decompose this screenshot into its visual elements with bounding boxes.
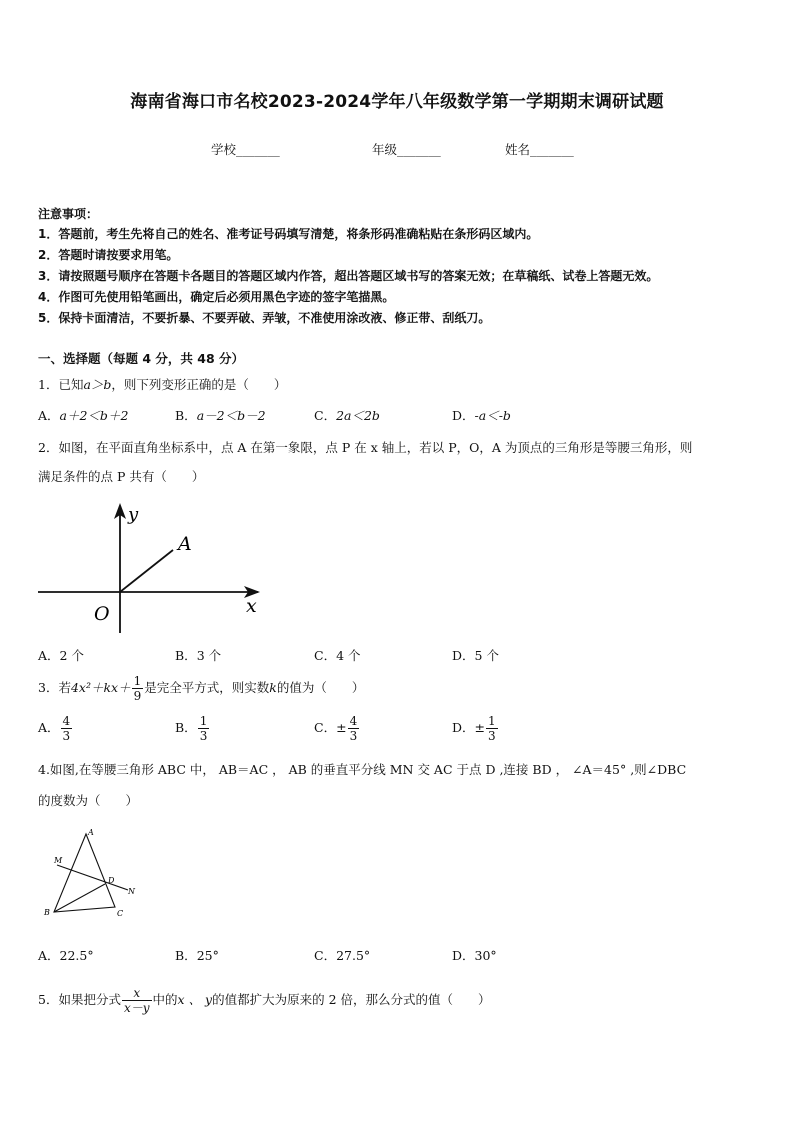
q1-option-b-label: B． — [175, 408, 197, 423]
q2-option-d-text: 5 个 — [474, 648, 499, 663]
q2-option-a-label: A． — [38, 648, 60, 663]
q3-stem-mid: 是完全平方式，则实数 — [144, 680, 270, 695]
q3-option-d-den: 3 — [488, 729, 496, 743]
q4-segment-bd — [54, 884, 105, 912]
q3-option-b-num: 1 — [199, 714, 208, 728]
q2-option-a-text: 2 个 — [59, 648, 84, 663]
q2-segment-oa — [120, 550, 173, 592]
q5-stem-pre: 5．如果把分式 — [38, 992, 121, 1007]
q2-option-b-label: B． — [175, 648, 197, 663]
q2-label-y: y — [128, 504, 139, 525]
q4-option-c-label: C． — [314, 948, 337, 963]
q4-label-m: M — [54, 856, 63, 865]
question-2-stem-line1: 2．如图，在平面直角坐标系中，点 A 在第一象限，点 P 在 x 轴上，若以 P，O，A 为顶点的三角形是等腰三角形，则 — [38, 440, 693, 455]
q2-option-c — [314, 646, 361, 664]
q1-option-d-expr: -a＜-b — [474, 408, 511, 423]
question-3-stem — [38, 672, 364, 704]
q3-option-b-den: 3 — [199, 729, 208, 743]
q1-option-d — [452, 406, 511, 424]
notice-item-1: 1．答题前，考生先将自己的姓名、准考证号码填写清楚，将条形码准确粘贴在条形码区域内。 — [38, 227, 539, 241]
q4-option-b-label: B． — [175, 948, 197, 963]
q3-frac-num: 1 — [133, 674, 142, 688]
q3-stem-expr: 4x²＋kx＋ — [70, 680, 131, 695]
q3-option-a-den: 3 — [62, 729, 71, 743]
grade-field: 年级_______ — [372, 142, 441, 157]
q3-stem-pre: 3．若 — [38, 680, 71, 695]
q2-option-b-text: 3 个 — [196, 648, 222, 663]
q4-triangle-figure — [38, 826, 138, 921]
notice-item-5: 5．保持卡面清洁，不要折暴、不要弄破、弄皱，不准使用涂改液、修正带、刮纸刀。 — [38, 311, 491, 325]
q3-option-c-fraction — [348, 714, 360, 743]
q3-option-d-num: 1 — [488, 714, 496, 728]
q3-option-d-fraction — [486, 714, 498, 743]
q5-stem-vars: x 、 y — [177, 992, 213, 1007]
q4-option-d-text: 30° — [474, 948, 497, 963]
q1-option-c-expr: 2a＜2b — [336, 408, 380, 423]
q5-stem-mid: 中的 — [152, 992, 178, 1007]
school-field: 学校_______ — [211, 142, 280, 157]
notice-item-4: 4．作图可先使用铅笔画出，确定后必须用黑色字迹的签字笔描黑。 — [38, 290, 395, 304]
q3-option-a-label: A． — [38, 720, 60, 735]
name-field: 姓名_______ — [505, 142, 574, 157]
q4-option-a-text: 22.5° — [59, 948, 94, 963]
q1-stem-math: a＞b — [83, 377, 112, 392]
q3-option-d-label: D． — [452, 720, 475, 735]
q3-option-c-num: 4 — [349, 714, 358, 728]
question-4-stem-line1: 4.如图,在等腰三角形 ABC 中， AB＝AC ， AB 的垂直平分线 MN 交 AC 于点 D ,连接 BD ， ∠A＝45° ,则∠DBC — [38, 762, 687, 777]
q3-stem-post: 的值为（ ） — [276, 680, 365, 695]
question-2-stem-line2: 满足条件的点 P 共有（ ） — [38, 469, 205, 484]
q1-option-a-expr: a＋2＜b＋2 — [59, 408, 129, 423]
q3-option-a — [38, 712, 73, 744]
q5-stem-post: 的值都扩大为原来的 2 倍，那么分式的值（ ） — [212, 992, 491, 1007]
q3-option-c — [314, 712, 360, 744]
q4-option-d — [452, 946, 497, 964]
q3-frac-den: 9 — [133, 689, 142, 703]
notice-item-3: 3．请按照题号顺序在答题卡各题目的答题区域内作答，超出答题区域书写的答案无效；在草稿纸、试卷上答题无效。 — [38, 269, 659, 283]
q4-option-b-text: 25° — [196, 948, 219, 963]
question-1-stem — [38, 375, 286, 393]
q3-stem-fraction — [132, 674, 144, 703]
q4-label-d: D — [108, 876, 115, 885]
notice-item-2: 2．答题时请按要求用笔。 — [38, 248, 179, 262]
q4-triangle-abc — [54, 834, 115, 912]
q2-coordinate-figure — [36, 495, 266, 640]
q1-option-a-label: A． — [38, 408, 60, 423]
notice-heading: 注意事项： — [38, 207, 99, 221]
q2-option-d — [452, 646, 499, 664]
q3-option-d-sign: ± — [474, 720, 486, 735]
q3-option-c-sign: ± — [336, 720, 347, 735]
exam-title: 海南省海口市名校2023-2024学年八年级数学第一学期期末调研试题 — [130, 92, 664, 112]
q2-label-x: x — [246, 595, 257, 617]
q5-frac-num: x — [122, 986, 152, 1001]
q4-option-c-text: 27.5° — [336, 948, 371, 963]
q3-option-c-label: C． — [314, 720, 337, 735]
q3-option-a-num: 4 — [62, 714, 71, 728]
q1-stem-pre: 1．已知 — [38, 377, 84, 392]
q2-option-c-text: 4 个 — [336, 648, 361, 663]
q2-label-o: O — [94, 603, 110, 625]
q1-option-c-label: C． — [314, 408, 337, 423]
q2-label-a: A — [178, 533, 192, 555]
q3-option-c-den: 3 — [349, 729, 358, 743]
q3-option-b-label: B． — [175, 720, 197, 735]
q1-stem-post: ，则下列变形正确的是（ ） — [111, 377, 287, 392]
q3-option-b — [175, 712, 210, 744]
section-heading: 一、选择题（每题 4 分，共 48 分） — [38, 351, 245, 366]
q4-label-a: A — [88, 828, 94, 837]
q2-option-b — [175, 646, 221, 664]
q1-option-b — [175, 406, 266, 424]
q1-option-c — [314, 406, 380, 424]
q2-option-d-label: D． — [452, 648, 475, 663]
q4-label-b: B — [44, 908, 50, 917]
q3-option-d — [452, 712, 499, 744]
question-5-stem — [38, 984, 491, 1016]
q3-stem-var: k — [269, 680, 277, 695]
q4-option-c — [314, 946, 370, 964]
q3-option-b-fraction — [198, 714, 210, 743]
q5-stem-fraction — [122, 986, 152, 1015]
q4-label-c: C — [117, 909, 124, 918]
q1-option-a — [38, 406, 128, 424]
q3-option-a-fraction — [61, 714, 73, 743]
q2-option-a — [38, 646, 84, 664]
q5-frac-den: x－y — [123, 1001, 150, 1015]
q4-option-a — [38, 946, 94, 964]
q4-option-d-label: D． — [452, 948, 475, 963]
question-4-stem-line2: 的度数为（ ） — [38, 793, 139, 808]
q1-option-d-label: D． — [452, 408, 475, 423]
q4-label-n: N — [128, 887, 135, 896]
q4-option-a-label: A． — [38, 948, 60, 963]
q4-option-b — [175, 946, 219, 964]
q1-option-b-expr: a－2＜b－2 — [196, 408, 266, 423]
q2-option-c-label: C． — [314, 648, 337, 663]
